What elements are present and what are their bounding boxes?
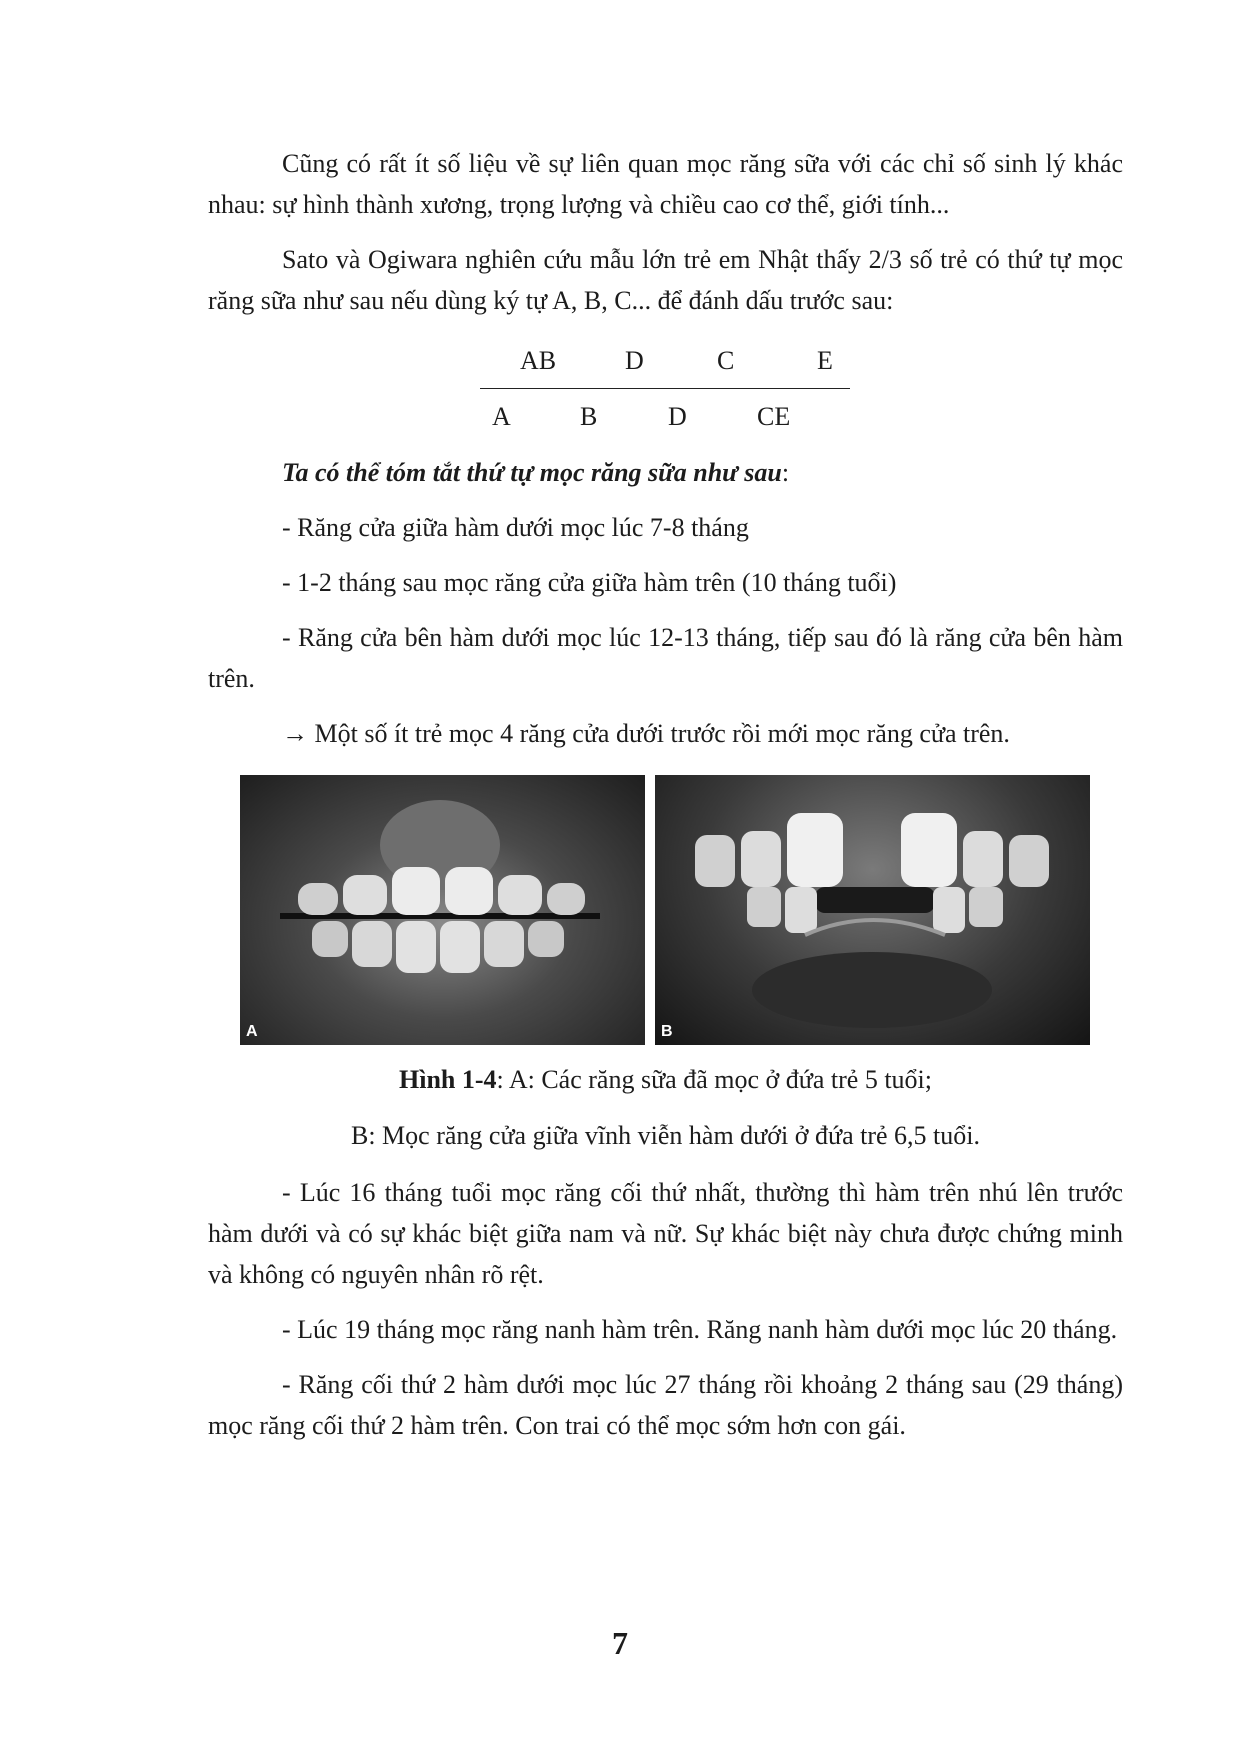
- figure-caption-line-1: [208, 1062, 1123, 1098]
- list-item-note: → Một số ít trẻ mọc 4 răng cửa dưới trước rồi mới mọc răng cửa trên.: [282, 719, 1010, 748]
- continued-list-block: [208, 1172, 1123, 1460]
- summary-text-block: [208, 452, 1123, 768]
- eruption-order-formula: [480, 338, 850, 438]
- formula-lower-term: D: [668, 402, 687, 431]
- list-item: - 1-2 tháng sau mọc răng cửa giữa hàm trên (10 tháng tuổi): [282, 568, 897, 597]
- formula-divider: [480, 388, 850, 389]
- formula-lower-term: CE: [757, 402, 791, 431]
- page-number: 7: [612, 1625, 628, 1661]
- formula-upper-term: D: [625, 346, 644, 375]
- photo-primary-teeth: [240, 775, 645, 1045]
- paragraph-sato-ogiwara: Sato và Ogiwara nghiên cứu mẫu lớn trẻ em Nhật thấy 2/3 số trẻ có thứ tự mọc răng sữa như sau nếu dùng ký tự A, B, C... để đánh dấu trước sau:: [208, 245, 1123, 315]
- intro-text-block: [208, 143, 1123, 335]
- paragraph-physiology: Cũng có rất ít số liệu về sự liên quan mọc răng sữa với các chỉ số sinh lý khác nhau: sự hình thành xương, trọng lượng và chiều cao cơ thể, giới tính...: [208, 149, 1123, 219]
- list-item: - Lúc 16 tháng tuổi mọc răng cối thứ nhất, thường thì hàm trên nhú lên trước hàm dưới và có sự khác biệt giữa nam và nữ. Sự khác biệt này chưa được chứng minh và không có nguyên nhân rõ rệt.: [208, 1178, 1123, 1289]
- formula-upper-term: C: [717, 346, 735, 375]
- teeth-illustration-b: [655, 775, 1090, 1045]
- summary-heading: [208, 452, 1123, 493]
- figure-caption-text-a: : A: Các răng sữa đã mọc ở đứa trẻ 5 tuổi;: [496, 1065, 932, 1094]
- formula-upper-term: AB: [520, 346, 557, 375]
- photo-permanent-incisors: [655, 775, 1090, 1045]
- list-item: - Lúc 19 tháng mọc răng nanh hàm trên. Răng nanh hàm dưới mọc lúc 20 tháng.: [282, 1315, 1118, 1344]
- summary-heading-colon: :: [781, 458, 790, 487]
- figure-caption-label: Hình 1-4: [399, 1065, 497, 1094]
- formula-lower-row: [480, 402, 850, 434]
- formula-upper-term: E: [817, 346, 833, 375]
- list-item: - Răng cửa bên hàm dưới mọc lúc 12-13 tháng, tiếp sau đó là răng cửa bên hàm trên.: [208, 623, 1123, 693]
- formula-lower-term: A: [492, 402, 511, 431]
- summary-heading-text: Ta có thể tóm tắt thứ tự mọc răng sữa như sau: [282, 458, 782, 487]
- photo-a-label: A: [246, 1023, 258, 1040]
- photo-b-label: B: [661, 1023, 673, 1040]
- list-item: - Răng cối thứ 2 hàm dưới mọc lúc 27 tháng rồi khoảng 2 tháng sau (29 tháng) mọc răng cối thứ 2 hàm trên. Con trai có thể mọc sớm hơn con gái.: [208, 1370, 1123, 1440]
- teeth-illustration-a: [240, 775, 645, 1045]
- formula-upper-row: [480, 346, 850, 378]
- figure-1-4: [240, 775, 1090, 1045]
- formula-lower-term: B: [580, 402, 598, 431]
- list-item: - Răng cửa giữa hàm dưới mọc lúc 7-8 tháng: [282, 513, 749, 542]
- figure-caption-line-2: B: Mọc răng cửa giữa vĩnh viễn hàm dưới ở đứa trẻ 6,5 tuổi.: [350, 1121, 980, 1150]
